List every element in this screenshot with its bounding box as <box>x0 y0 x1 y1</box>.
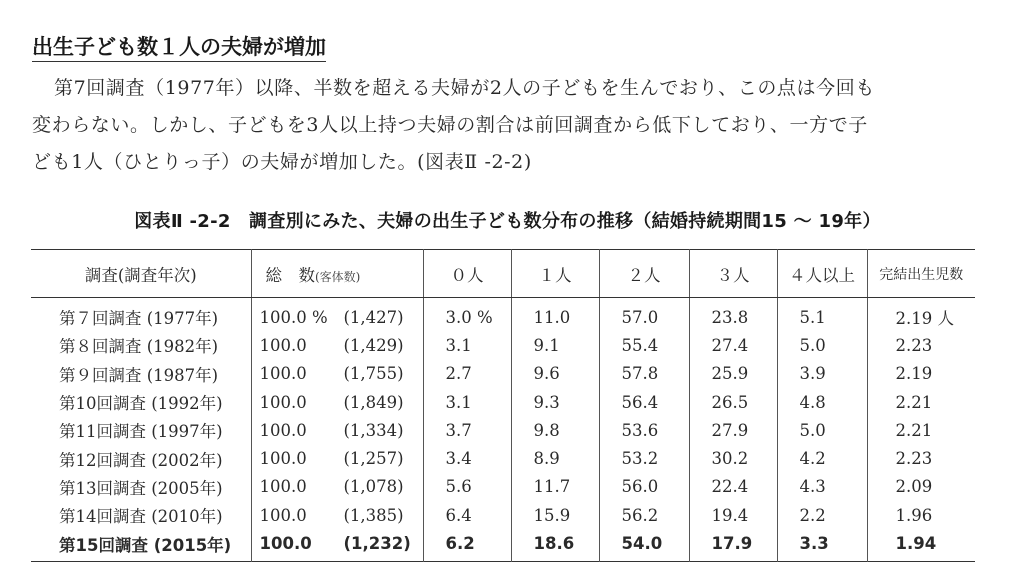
cell-3-children: 22.4 <box>689 473 777 501</box>
cell-3-children: 19.4 <box>689 501 777 529</box>
cell-survey: 第７回調査 (1977年) <box>59 309 219 329</box>
cell-3-children: 17.9 <box>689 529 777 561</box>
cell-completed-fertility: 2.23 <box>867 444 975 472</box>
cell-total <box>251 529 423 561</box>
cell-survey: 第14回調査 (2010年) <box>59 507 223 527</box>
cell-0-children: 3.7 <box>423 416 511 444</box>
cell-sample-count: (1,427) <box>343 307 404 327</box>
header-1-child: １人 <box>511 250 599 298</box>
cell-2-children: 55.4 <box>599 331 689 359</box>
cell-3-children: 26.5 <box>689 388 777 416</box>
cell-0-children: 6.2 <box>423 529 511 561</box>
cell-1-child: 9.3 <box>511 388 599 416</box>
cell-0-children: 5.6 <box>423 473 511 501</box>
table-row <box>31 473 975 501</box>
cell-0-children: 2.7 <box>423 360 511 388</box>
cell-0-children: 3.1 <box>423 331 511 359</box>
cell-completed-fertility: 1.96 <box>867 501 975 529</box>
cell-completed-fertility: 2.19 人 <box>867 298 975 332</box>
section-heading: 出生子ども数１人の夫婦が増加 <box>32 34 326 62</box>
cell-total-percent: 100.0 <box>259 477 307 497</box>
cell-0-children: 3.4 <box>423 444 511 472</box>
cell-4plus-children: 4.8 <box>777 388 867 416</box>
header-0-children: ０人 <box>423 250 511 298</box>
cell-2-children: 57.8 <box>599 360 689 388</box>
cell-sample-count: (1,429) <box>343 335 404 355</box>
cell-survey: 第15回調査 (2015年) <box>59 535 232 555</box>
table-row <box>31 529 975 561</box>
table-row <box>31 444 975 472</box>
cell-survey: 第13回調査 (2005年) <box>59 478 223 498</box>
cell-4plus-children: 3.9 <box>777 360 867 388</box>
cell-survey: 第10回調査 (1992年) <box>59 394 223 414</box>
cell-total <box>251 473 423 501</box>
cell-0-children: 3.0 % <box>423 298 511 332</box>
cell-1-child: 18.6 <box>511 529 599 561</box>
cell-total-percent: 100.0 <box>259 420 307 440</box>
cell-2-children: 53.6 <box>599 416 689 444</box>
cell-total <box>251 360 423 388</box>
cell-0-children: 3.1 <box>423 388 511 416</box>
cell-sample-count: (1,755) <box>343 364 404 384</box>
cell-total <box>251 331 423 359</box>
cell-completed-fertility: 2.21 <box>867 416 975 444</box>
cell-0-children: 6.4 <box>423 501 511 529</box>
header-3-children: ３人 <box>689 250 777 298</box>
cell-sample-count: (1,849) <box>343 392 404 412</box>
cell-total <box>251 444 423 472</box>
cell-4plus-children: 2.2 <box>777 501 867 529</box>
cell-1-child: 9.1 <box>511 331 599 359</box>
cell-total <box>251 416 423 444</box>
cell-4plus-children: 4.3 <box>777 473 867 501</box>
cell-total-percent: 100.0 % <box>259 307 328 327</box>
cell-completed-fertility: 2.21 <box>867 388 975 416</box>
table-row <box>31 388 975 416</box>
cell-total-percent: 100.0 <box>259 364 307 384</box>
table-row <box>31 360 975 388</box>
cell-total <box>251 501 423 529</box>
cell-2-children: 56.4 <box>599 388 689 416</box>
cell-total-percent: 100.0 <box>259 534 312 554</box>
cell-1-child: 8.9 <box>511 444 599 472</box>
cell-1-child: 9.6 <box>511 360 599 388</box>
table-row <box>31 298 975 332</box>
cell-4plus-children: 3.3 <box>777 529 867 561</box>
cell-3-children: 23.8 <box>689 298 777 332</box>
table-row <box>31 501 975 529</box>
cell-total-percent: 100.0 <box>259 505 307 525</box>
cell-sample-count: (1,385) <box>343 505 404 525</box>
paragraph-line: 変わらない。しかし、子どもを3人以上持つ夫婦の割合は前回調査から低下しており、一方で子 <box>32 114 868 136</box>
cell-3-children: 25.9 <box>689 360 777 388</box>
cell-1-child: 11.0 <box>511 298 599 332</box>
header-completed-fertility: 完結出生児数 <box>867 250 975 298</box>
cell-completed-fertility: 1.94 <box>867 529 975 561</box>
table-header-row <box>31 250 975 298</box>
header-2-children: ２人 <box>599 250 689 298</box>
cell-total-percent: 100.0 <box>259 449 307 469</box>
table-row <box>31 416 975 444</box>
cell-3-children: 30.2 <box>689 444 777 472</box>
children-distribution-table <box>31 249 975 562</box>
cell-sample-count: (1,334) <box>343 420 404 440</box>
table-row <box>31 331 975 359</box>
cell-total <box>251 298 423 332</box>
cell-completed-fertility: 2.23 <box>867 331 975 359</box>
header-total-label: 総 数 <box>265 265 315 285</box>
cell-1-child: 9.8 <box>511 416 599 444</box>
cell-survey: 第12回調査 (2002年) <box>59 450 223 470</box>
cell-2-children: 53.2 <box>599 444 689 472</box>
cell-1-child: 11.7 <box>511 473 599 501</box>
cell-sample-count: (1,232) <box>343 534 411 554</box>
cell-sample-count: (1,078) <box>343 477 404 497</box>
cell-4plus-children: 5.1 <box>777 298 867 332</box>
cell-survey: 第８回調査 (1982年) <box>59 337 219 357</box>
header-total-note: (客体数) <box>315 269 361 284</box>
cell-total-percent: 100.0 <box>259 335 307 355</box>
cell-2-children: 56.0 <box>599 473 689 501</box>
cell-3-children: 27.9 <box>689 416 777 444</box>
cell-1-child: 15.9 <box>511 501 599 529</box>
cell-3-children: 27.4 <box>689 331 777 359</box>
cell-survey: 第11回調査 (1997年) <box>59 422 223 442</box>
cell-total-percent: 100.0 <box>259 392 307 412</box>
header-4plus-children: ４人以上 <box>777 250 867 298</box>
cell-survey: 第９回調査 (1987年) <box>59 365 219 385</box>
cell-2-children: 54.0 <box>599 529 689 561</box>
cell-4plus-children: 4.2 <box>777 444 867 472</box>
cell-4plus-children: 5.0 <box>777 331 867 359</box>
cell-completed-fertility: 2.09 <box>867 473 975 501</box>
body-paragraph <box>32 70 982 181</box>
paragraph-line: ども1人（ひとりっ子）の夫婦が増加した。(図表Ⅱ -2-2) <box>32 151 532 173</box>
cell-total <box>251 388 423 416</box>
cell-4plus-children: 5.0 <box>777 416 867 444</box>
cell-completed-fertility: 2.19 <box>867 360 975 388</box>
cell-2-children: 56.2 <box>599 501 689 529</box>
header-total <box>251 250 423 298</box>
cell-sample-count: (1,257) <box>343 449 404 469</box>
cell-2-children: 57.0 <box>599 298 689 332</box>
paragraph-line: 第7回調査（1977年）以降、半数を超える夫婦が2人の子どもを生んでおり、この点は今回も <box>54 77 875 99</box>
table-caption: 図表Ⅱ -2-2 調査別にみた、夫婦の出生子ども数分布の推移（結婚持続期間15 〜 19年） <box>134 211 881 232</box>
header-survey: 調査(調査年次) <box>31 250 251 298</box>
